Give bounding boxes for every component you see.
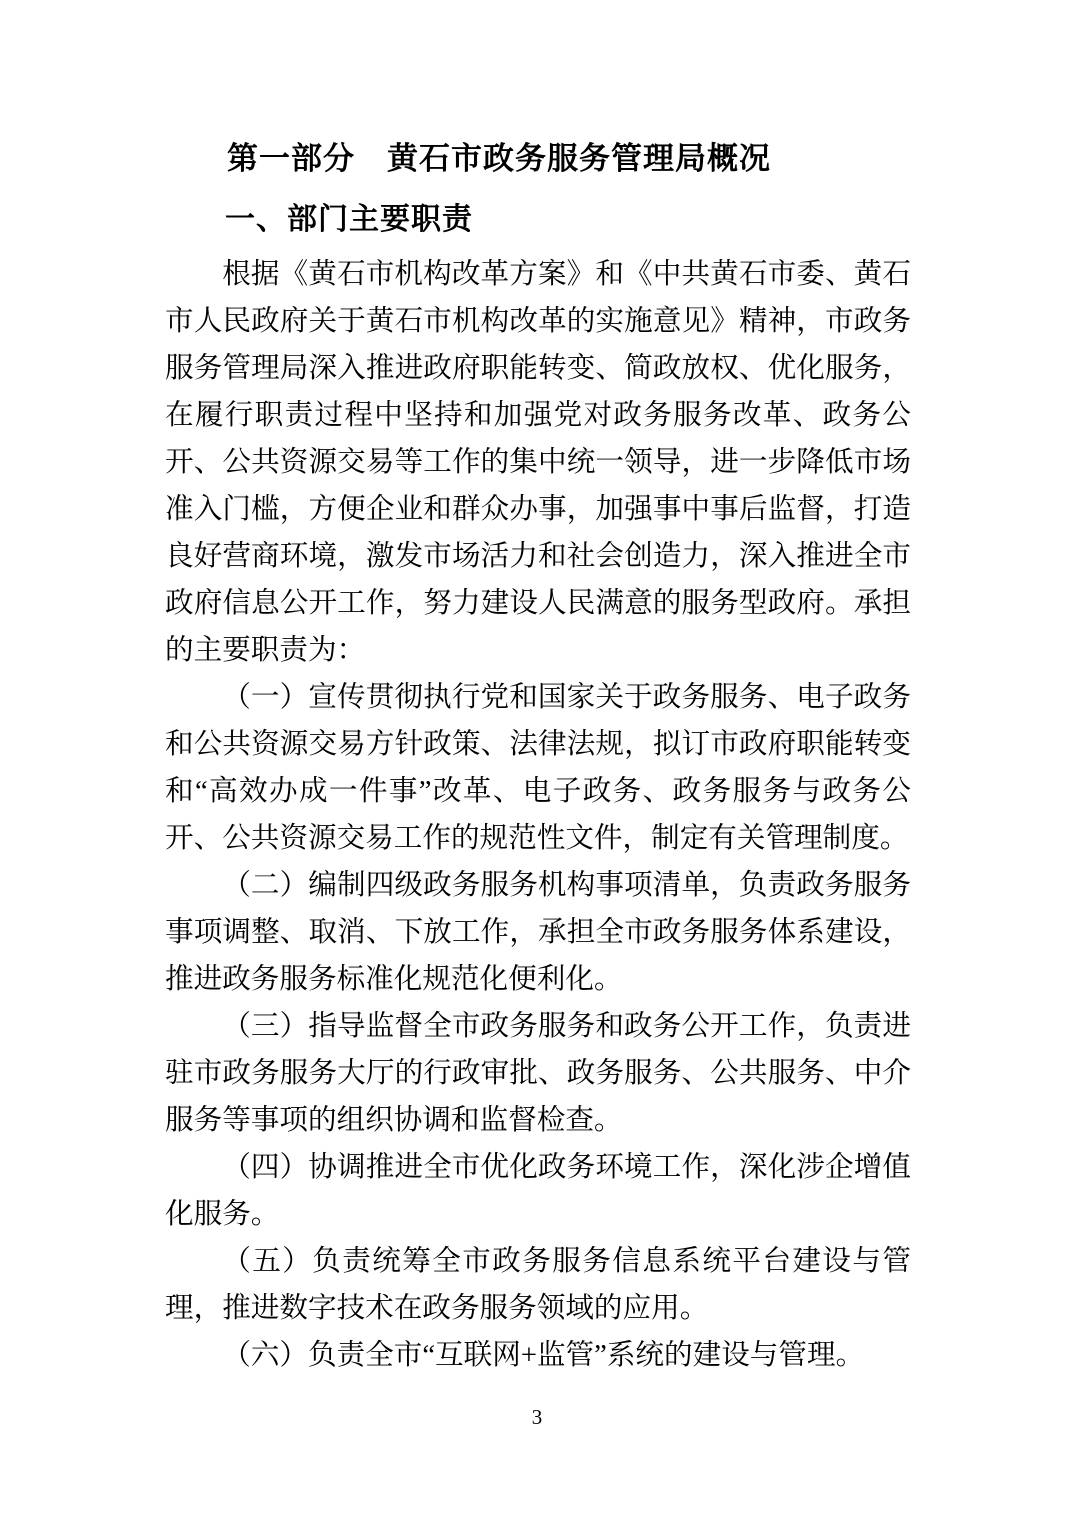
paragraph-duty-5: （五）负责统筹全市政务服务信息系统平台建设与管理，推进数字技术在政务服务领域的应用。 — [165, 1246, 911, 1324]
paragraph-duty-4: （四）协调推进全市优化政务环境工作，深化涉企增值化服务。 — [165, 1152, 911, 1230]
section-heading: 一、部门主要职责 — [225, 203, 473, 236]
body-text — [165, 251, 911, 1379]
paragraph-duty-6: （六）负责全市“互联网+监管”系统的建设与管理。 — [222, 1340, 865, 1371]
part-title: 第一部分 黄石市政务服务管理局概况 — [227, 141, 771, 176]
paragraph-duty-2: （二）编制四级政务服务机构事项清单，负责政务服务事项调整、取消、下放工作，承担全市政务服务体系建设，推进政务服务标准化规范化便利化。 — [165, 870, 911, 995]
paragraph-duty-1: （一）宣传贯彻执行党和国家关于政务服务、电子政务和公共资源交易方针政策、法律法规，拟订市政府职能转变和“高效办成一件事”改革、电子政务、政务服务与政务公开、公共资源交易工作的规范性文件，制定有关管理制度。 — [165, 682, 911, 854]
document-content — [165, 0, 911, 1379]
paragraph-duty-3: （三）指导监督全市政务服务和政务公开工作，负责进驻市政务服务大厅的行政审批、政务服务、公共服务、中介服务等事项的组织协调和监督检查。 — [165, 1011, 911, 1136]
page-number: 3 — [531, 1405, 543, 1429]
paragraph-intro: 根据《黄石市机构改革方案》和《中共黄石市委、黄石市人民政府关于黄石市机构改革的实施意见》精神，市政务服务管理局深入推进政府职能转变、简政放权、优化服务，在履行职责过程中坚持和加强党对政务服务改革、政务公开、公共资源交易等工作的集中统一领导，进一步降低市场准入门槛，方便企业和群众办事，加强事中事后监督，打造良好营商环境，激发市场活力和社会创造力，深入推进全市政府信息公开工作，努力建设人民满意的服务型政府。承担的主要职责为： — [165, 259, 911, 666]
